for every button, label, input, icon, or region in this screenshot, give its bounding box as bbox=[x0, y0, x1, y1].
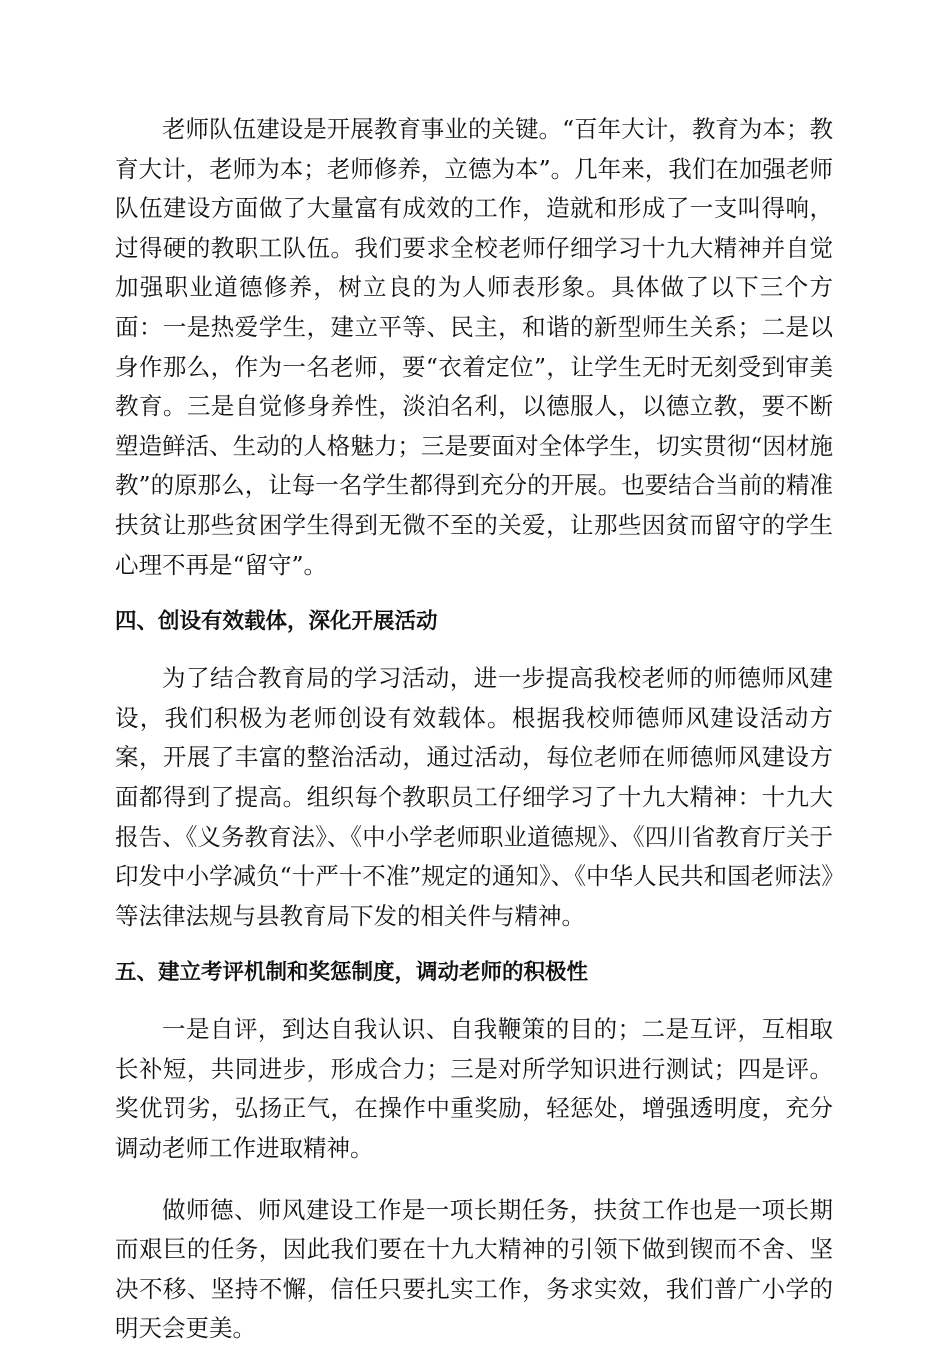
paragraph-conclusion: 做师德、师风建设工作是一项长期任务，扶贫工作也是一项长期而艰巨的任务，因此我们要在十九大精神的引领下做到锲而不舍、坚决不移、坚持不懈，信任只要扎实工作，务求实效，我们普广小学的明天会更美。 bbox=[115, 1195, 833, 1343]
paragraph-teacher-team: 老师队伍建设是开展教育事业的关键。“百年大计，教育为本；教育大计，老师为本；老师修养，立德为本”。几年来，我们在加强老师队伍建设方面做了大量富有成效的工作，造就和形成了一支叫得响，过得硬的教职工队伍。我们要求全校老师仔细学习十九大精神并自觉加强职业道德修养，树立良的为人师表形象。具体做了以下三个方面：一是热爱学生，建立平等、民主，和谐的新型师生关系；二是以身作那么，作为一名老师，要“衣着定位”，让学生无时无刻受到审美教育。三是自觉修身养性，淡泊名利，以德服人，以德立教，要不断塑造鲜活、生动的人格魅力；三是要面对全体学生，切实贯彻“因材施教”的原那么，让每一名学生都得到充分的开展。也要结合当前的精准扶贫让那些贫困学生得到无微不至的关爱，让那些因贫而留守的学生心理不再是“留守”。 bbox=[115, 115, 833, 579]
paragraph-activities: 为了结合教育局的学习活动，进一步提高我校老师的师德师风建设，我们积极为老师创设有效载体。根据我校师德师风建设活动方案，开展了丰富的整治活动，通过活动，每位老师在师德师风建设方面都得到了提高。组织每个教职员工仔细学习了十九大精神：十九大报告、《义务教育法》、《中小学老师职业道德规》、《四川省教育厅关于印发中小学减负“十严十不准”规定的通知》、《中华人民共和国老师法》等法律法规与县教育局下发的相关件与精神。 bbox=[115, 664, 833, 930]
paragraph-evaluation: 一是自评，到达自我认识、自我鞭策的目的；二是互评，互相取长补短，共同进步，形成合力；三是对所学知识进行测试；四是评。奖优罚劣，弘扬正气，在操作中重奖励，轻惩处，增强透明度，充分调动老师工作进取精神。 bbox=[115, 1015, 833, 1163]
section-heading-5: 五、建立考评机制和奖惩制度，调动老师的积极性 bbox=[115, 960, 589, 986]
document-body bbox=[115, 110, 833, 1371]
section-heading-4: 四、创设有效载体，深化开展活动 bbox=[115, 609, 438, 635]
